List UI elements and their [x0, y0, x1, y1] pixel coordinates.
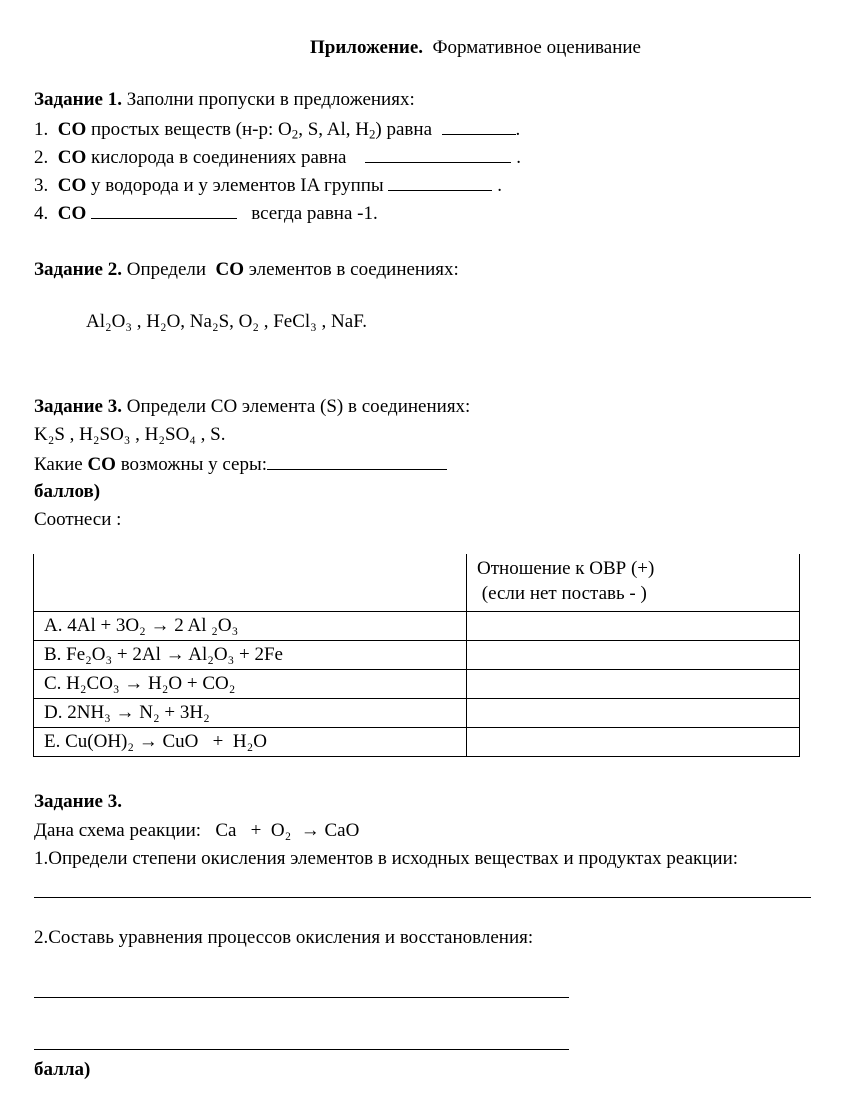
task3-title: Задание 3.: [34, 396, 122, 417]
table-row: [34, 728, 800, 757]
item-mid: , S, Al, H: [298, 119, 369, 140]
task4-score: [34, 1058, 90, 1082]
task1-item-2: [34, 144, 521, 170]
task4-question-1: 1.Определи степени окисления элементов в исходных веществах и продуктах реакции:: [34, 848, 739, 869]
task1-item-3: [34, 172, 502, 198]
task2-title: Задание 2.: [34, 259, 122, 280]
task2-formulas: Al₂O₃ , H₂O, Na₂S, O₂ , FeCl₃ , NaF.: [86, 311, 368, 332]
score-label: баллов): [34, 481, 101, 502]
answer-cell[interactable]: [467, 670, 800, 699]
answer-blank[interactable]: [388, 172, 492, 191]
item-co: CO: [57, 147, 87, 168]
task2-text: Определи: [126, 259, 207, 280]
item-co: CO: [57, 119, 87, 140]
task4-heading: [34, 790, 122, 814]
title-rest: Формативное оценивание: [432, 37, 641, 58]
task3-question: [34, 451, 447, 477]
answer-cell[interactable]: [467, 641, 800, 670]
task2-text2: элементов в соединениях:: [248, 259, 459, 280]
task1-text: Заполни пропуски в предложениях:: [126, 89, 415, 110]
task4-title: Задание 3.: [34, 791, 122, 812]
item-end: .: [497, 175, 502, 196]
task1-title: Задание 1.: [34, 89, 122, 110]
score-label: балла): [34, 1059, 91, 1080]
task3-heading: [34, 395, 470, 419]
item-text: у водорода и у элементов IA группы: [91, 175, 384, 196]
answer-blank[interactable]: [365, 144, 511, 163]
item-text: кислорода в соединениях равна: [91, 147, 347, 168]
task1-heading: [34, 88, 415, 112]
answer-line[interactable]: [34, 1049, 569, 1050]
table-row: [34, 641, 800, 670]
task3-score: [34, 480, 100, 504]
task3-formulas: K₂S , H₂SO₃ , H₂SO₄ , S.: [34, 424, 226, 445]
answer-line[interactable]: [34, 897, 811, 898]
task2-co: CO: [215, 259, 245, 280]
question-pre: Какие: [34, 454, 83, 475]
answer-cell[interactable]: [467, 699, 800, 728]
item-text: всегда равна -1.: [251, 203, 378, 224]
matching-table: [33, 554, 800, 757]
task3-text: Определи CO элемента (S) в соединениях:: [126, 396, 471, 417]
reaction-cell: C. H₂CO₃ → H₂O + CO₂: [34, 670, 467, 699]
task1-item-1: 1. CO простых веществ (н-р: $O_2$, S, Al, $H_2$) равна .: [34, 116, 520, 142]
table-row: [34, 612, 800, 641]
question-post: возможны у серы:: [120, 454, 268, 475]
task2-heading: [34, 258, 459, 282]
question-co: CO: [87, 454, 116, 475]
item-end: .: [515, 119, 521, 140]
item-co: CO: [57, 175, 87, 196]
item-num: 1.: [34, 119, 49, 140]
task1-item-4: [34, 200, 378, 226]
page-title: [310, 36, 641, 60]
item-num: 2.: [34, 147, 49, 168]
item-num: 4.: [34, 203, 49, 224]
table-header-left: [34, 554, 467, 612]
title-bold: Приложение.: [310, 37, 424, 58]
answer-blank[interactable]: [442, 116, 516, 135]
item-pre: простых веществ (н-р: O: [91, 119, 292, 140]
match-label: Соотнеси :: [34, 509, 122, 530]
task4-question-2: 2.Составь уравнения процессов окисления и восстановления:: [34, 927, 534, 948]
table-header-right: [467, 554, 800, 612]
table-row: [34, 699, 800, 728]
reaction-cell: A. 4Al + 3O₂ → 2 Al ₂O₃: [34, 612, 467, 641]
item-end: .: [516, 147, 521, 168]
header-line-1: Отношение к ОВР (+): [477, 558, 655, 579]
reaction-cell: D. 2NH₃ → N₂ + 3H₂: [34, 699, 467, 728]
reaction-cell: B. Fe₂O₃ + 2Al → Al₂O₃ + 2Fe: [34, 641, 467, 670]
answer-cell[interactable]: [467, 612, 800, 641]
item-num: 3.: [34, 175, 49, 196]
table-header-row: [34, 554, 800, 612]
answer-blank[interactable]: [267, 451, 447, 470]
answer-blank[interactable]: [91, 200, 237, 219]
task4-scheme: Дана схема реакции: Ca + O₂ → CaO: [34, 820, 360, 841]
item-post: ) равна: [375, 119, 433, 140]
answer-cell[interactable]: [467, 728, 800, 757]
table-row: [34, 670, 800, 699]
reaction-cell: E. Cu(OH)₂ → CuO + H₂O: [34, 728, 467, 757]
header-line-2: (если нет поставь - ): [477, 583, 647, 604]
item-co: CO: [57, 203, 87, 224]
answer-line[interactable]: [34, 997, 569, 998]
